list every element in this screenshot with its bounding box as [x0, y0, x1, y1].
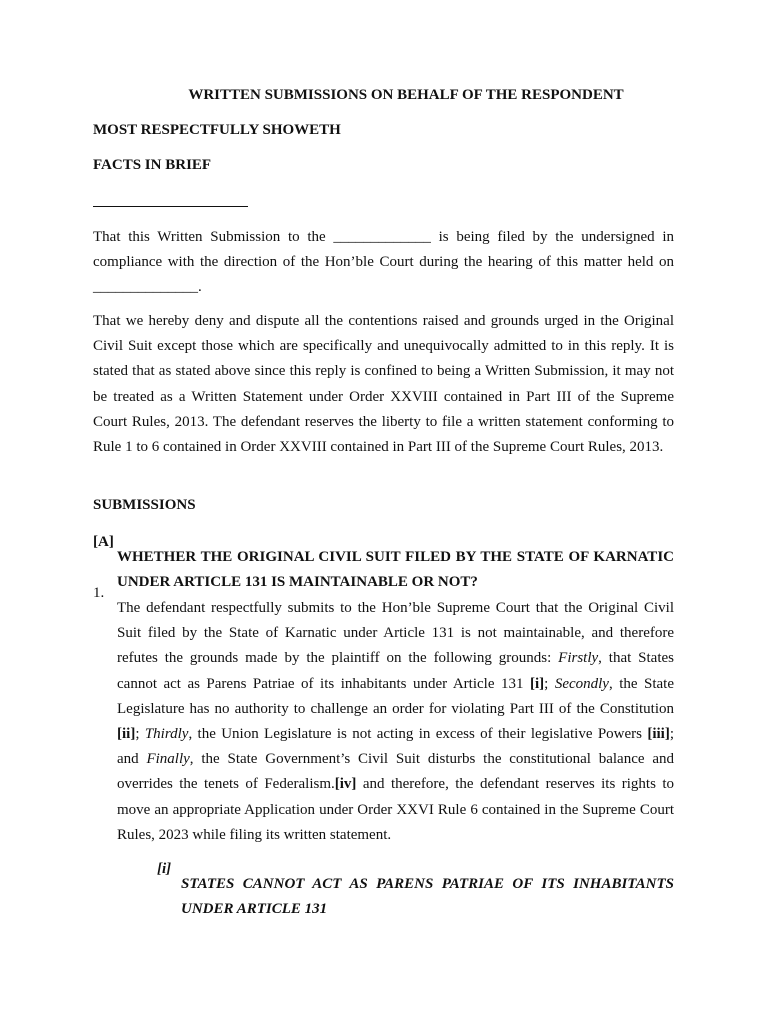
issue-a-heading: WHETHER THE ORIGINAL CIVIL SUIT FILED BY THE STATE OF KARNATIC UNDER ARTICLE 131 IS MAINTAINABLE OR NOT? [117, 549, 674, 591]
point-1-text: ; and [117, 726, 675, 768]
point-1-text: , that States cannot act as Parens Patriae of its inhabitants under Article 131 [117, 650, 675, 692]
point-1-text: , the Union Legislature is not acting in excess of their legislative Powers [188, 726, 648, 743]
finally-word: Finally [146, 751, 190, 768]
point-1-text: ; [135, 726, 145, 743]
ref-iii: [iii] [647, 726, 670, 743]
para-deny-contentions: That we hereby deny and dispute all the contentions raised and grounds urged in the Original Civil Suit except those which are specifically and unequivocally admitted to in this reply. It is stated that as stated above since this reply is confined to being a Written Submission, it may not be treated as a Written Statement under Order XXVIII contained in Part III of the Supreme Court Rules, 2013. The defendant reserves the liberty to file a written statement conforming to Rule 1 to 6 contained in Order XXVIII contained in Part III of the Supreme Court Rules, 2013. [93, 313, 674, 456]
para1-text-a: That this Written Submission to the [93, 229, 326, 245]
firstly-word: Firstly [558, 650, 599, 667]
issue-a-text [117, 545, 674, 595]
para1-text-b: is being filed by the undersigned in compliance with the direction of the Hon’ble Court during the hearing of this matter held on [93, 229, 674, 271]
most-respectfully-showeth: MOST RESPECTFULLY SHOWETH [93, 122, 341, 138]
sub-i-label: [i] [157, 861, 172, 877]
secondly-word: Secondly [554, 675, 609, 692]
facts-in-brief-heading: FACTS IN BRIEF [93, 157, 212, 173]
point-1-text: and therefore, the defendant reserves its rights to move an appropriate Application under Order XXVI Rule 6 contained in the Supreme Court Rules, 2023 while filing its written statement. [117, 776, 674, 843]
ref-i: [i] [529, 675, 545, 692]
blank-underline [93, 206, 248, 207]
para1-text-c: . [198, 279, 202, 296]
ref-ii: [ii] [117, 726, 136, 743]
point-1-text: ; [544, 675, 555, 692]
point-1-text: , the State Legislature has no authority to challenge an order for violating Part III of the Constitution [117, 675, 675, 717]
document-title: WRITTEN SUBMISSIONS ON BEHALF OF THE RESPONDENT [188, 87, 624, 103]
blank-field-date: ______________ [93, 279, 198, 296]
submissions-heading: SUBMISSIONS [93, 497, 196, 513]
thirdly-word: Thirdly [144, 726, 189, 743]
point-1-text: , the State Government’s Civil Suit disturbs the constitutional balance and overrides the tenets of Federalism. [117, 751, 674, 793]
point-1-number: 1. [93, 585, 105, 601]
issue-a-label: [A] [93, 534, 114, 550]
sub-i-heading: STATES CANNOT ACT AS PARENS PATRIAE OF ITS INHABITANTS UNDER ARTICLE 131 [181, 876, 674, 918]
para-written-submission [93, 225, 674, 301]
ref-iv: [iv] [334, 776, 357, 793]
point-1-text: The defendant respectfully submits to the Hon’ble Supreme Court that the Original Civil Suit filed by the State of Karnatic under Article 131 is not maintainable, and therefore refutes the grounds made by the plaintiff on the following grounds: [117, 600, 674, 667]
point-1-paragraph [117, 596, 674, 848]
blank-field-court: _____________ [333, 229, 431, 245]
